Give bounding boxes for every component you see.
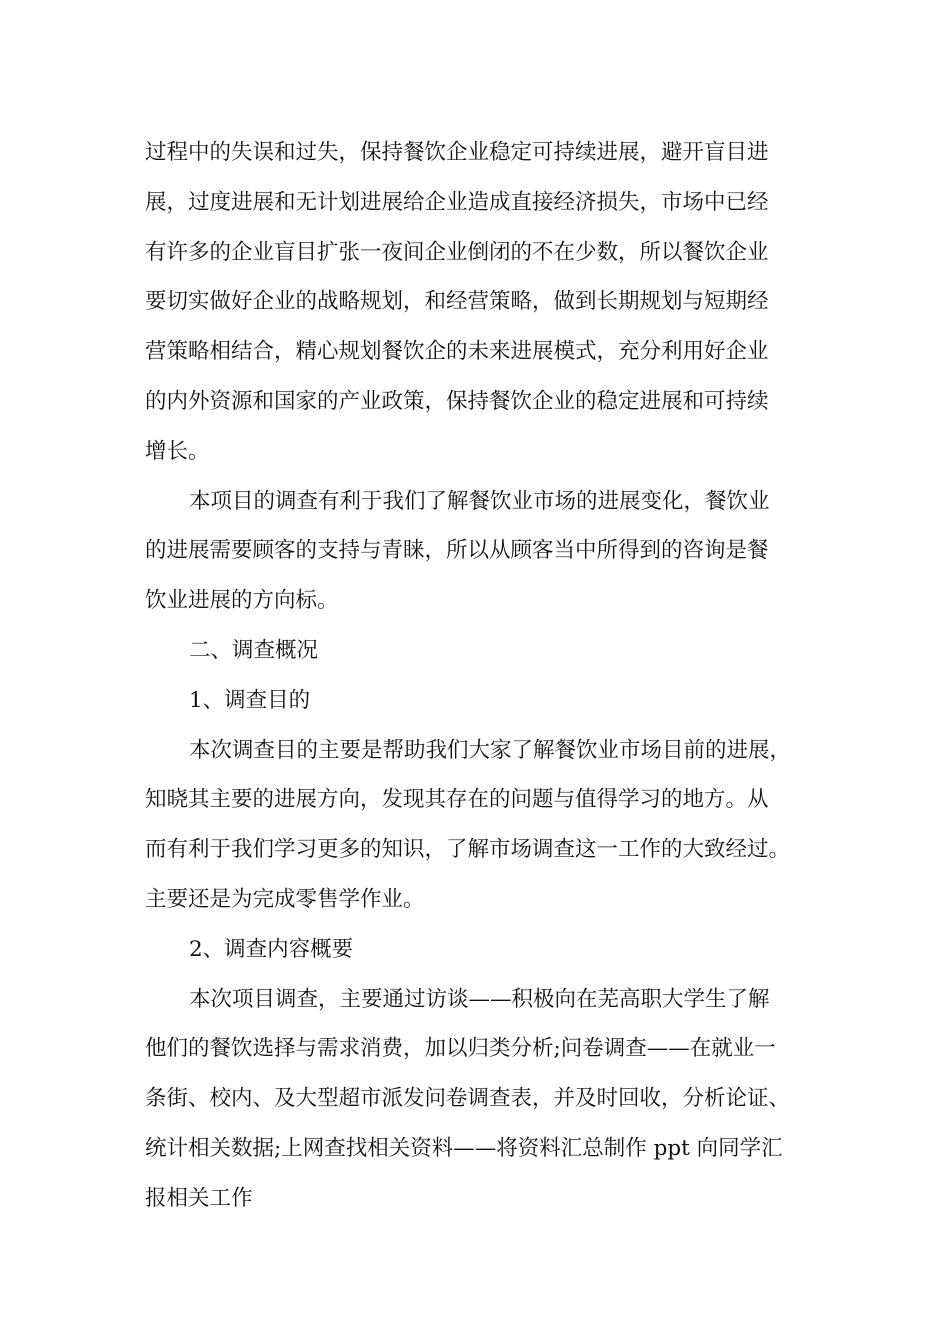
paragraph-line: 展，过度进展和无计划进展给企业造成直接经济损失，市场中已经 xyxy=(145,189,769,215)
paragraph-line: 过程中的失误和过失，保持餐饮企业稳定可持续进展，避开盲目进 xyxy=(145,140,769,165)
paragraph-line: 报相关工作 xyxy=(145,1185,253,1211)
section-heading: 二、调查概况 xyxy=(189,637,319,663)
paragraph-line: 本次调查目的主要是帮助我们大家了解餐饮业市场目前的进展， xyxy=(189,737,792,763)
paragraph-line: 而有利于我们学习更多的知识，了解市场调查这一工作的大致经过。 xyxy=(145,837,791,863)
body-text xyxy=(145,128,815,1224)
paragraph-line: 条街、校内、及大型超市派发问卷调查表，并及时回收，分析论证、 xyxy=(145,1086,791,1112)
paragraph-line: 他们的餐饮选择与需求消费，加以归类分析;问卷调查——在就业一 xyxy=(145,1036,776,1062)
paragraph-line: 主要还是为完成零售学作业。 xyxy=(145,886,425,912)
paragraph-line: 的进展需要顾客的支持与青睐，所以从顾客当中所得到的咨询是餐 xyxy=(145,538,769,564)
paragraph-line: 的内外资源和国家的产业政策，保持餐饮企业的稳定进展和可持续 xyxy=(145,388,769,414)
paragraph-line: 知晓其主要的进展方向，发现其存在的问题与值得学习的地方。从 xyxy=(145,787,769,813)
subsection-heading: 1、调查目的 xyxy=(189,687,311,713)
paragraph-line: 营策略相结合，精心规划餐饮企的未来进展模式，充分利用好企业 xyxy=(145,339,769,365)
paragraph-line: 增长。 xyxy=(145,438,210,464)
paragraph-line: 有许多的企业盲目扩张一夜间企业倒闭的不在少数，所以餐饮企业 xyxy=(145,239,769,265)
subsection-heading: 2、调查内容概要 xyxy=(189,936,354,962)
paragraph-line: 要切实做好企业的战略规划，和经营策略，做到长期规划与短期经 xyxy=(145,289,769,315)
paragraph-line: 统计相关数据;上网查找相关资料——将资料汇总制作 ppt 向同学汇 xyxy=(145,1135,783,1161)
paragraph-line: 本次项目调查，主要通过访谈——积极向在芜高职大学生了解 xyxy=(189,986,770,1012)
paragraph-line: 本项目的调查有利于我们了解餐饮业市场的进展变化，餐饮业 xyxy=(189,488,770,514)
paragraph-line: 饮业进展的方向标。 xyxy=(145,588,339,614)
